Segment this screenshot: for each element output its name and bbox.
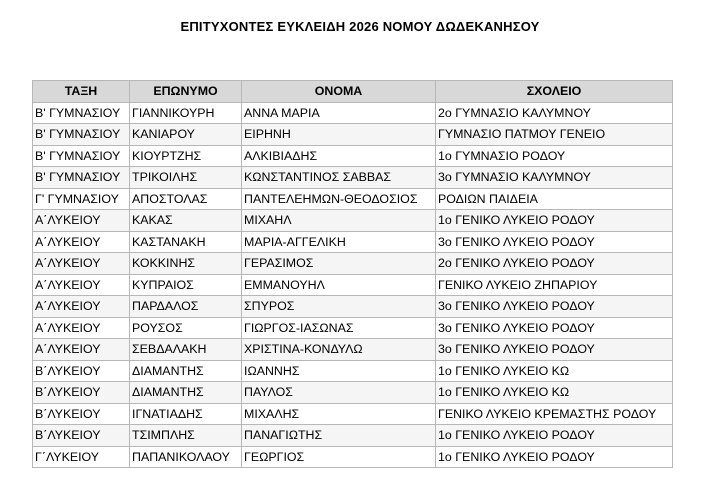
- cell-name: ΓΕΡΑΣΙΜΟΣ: [242, 253, 436, 275]
- cell-name: ΣΠΥΡΟΣ: [242, 296, 436, 318]
- cell-school: ΓΥΜΝΑΣΙΟ ΠΑΤΜΟΥ ΓΕΝΕΙΟ: [436, 124, 673, 146]
- cell-surname: ΔΙΑΜΑΝΤΗΣ: [130, 382, 242, 404]
- table-row: [33, 145, 673, 167]
- cell-name: ΧΡΙΣΤΙΝΑ-ΚΟΝΔΥΛΩ: [242, 339, 436, 361]
- cell-school: ΓΕΝΙΚΟ ΛΥΚΕΙΟ ΚΡΕΜΑΣΤΗΣ ΡΟΔΟΥ: [436, 403, 673, 425]
- cell-surname: ΙΓΝΑΤΙΑΔΗΣ: [130, 403, 242, 425]
- cell-school: 1ο ΓΕΝΙΚΟ ΛΥΚΕΙΟ ΡΟΔΟΥ: [436, 210, 673, 232]
- cell-class: Α΄ΛΥΚΕΙΟΥ: [33, 339, 130, 361]
- cell-surname: ΠΑΠΑΝΙΚΟΛΑΟΥ: [130, 446, 242, 468]
- cell-class: Β΄ΛΥΚΕΙΟΥ: [33, 382, 130, 404]
- cell-class: Β΄ΛΥΚΕΙΟΥ: [33, 425, 130, 447]
- cell-surname: ΚΙΟΥΡΤΖΗΣ: [130, 145, 242, 167]
- cell-school: 3ο ΓΕΝΙΚΟ ΛΥΚΕΙΟ ΡΟΔΟΥ: [436, 317, 673, 339]
- cell-surname: ΣΕΒΔΑΛΑΚΗ: [130, 339, 242, 361]
- cell-surname: ΚΥΠΡΑΙΟΣ: [130, 274, 242, 296]
- cell-school: 3ο ΓΕΝΙΚΟ ΛΥΚΕΙΟ ΡΟΔΟΥ: [436, 339, 673, 361]
- cell-class: Β' ΓΥΜΝΑΣΙΟΥ: [33, 145, 130, 167]
- cell-school: ΓΕΝΙΚΟ ΛΥΚΕΙΟ ΖΗΠΑΡΙΟΥ: [436, 274, 673, 296]
- cell-surname: ΚΑΣΤΑΝΑΚΗ: [130, 231, 242, 253]
- cell-name: ΜΙΧΑΗΛ: [242, 210, 436, 232]
- cell-surname: ΔΙΑΜΑΝΤΗΣ: [130, 360, 242, 382]
- cell-name: ΜΙΧΑΛΗΣ: [242, 403, 436, 425]
- cell-surname: ΓΙΑΝΝΙΚΟΥΡΗ: [130, 102, 242, 124]
- table-row: [33, 124, 673, 146]
- table-row: [33, 317, 673, 339]
- cell-surname: ΚΑΝΙΑΡΟΥ: [130, 124, 242, 146]
- table-row: [33, 339, 673, 361]
- document-title: ΕΠΙΤΥΧΟΝΤΕΣ ΕΥΚΛΕΙΔΗ 2026 ΝΟΜΟΥ ΔΩΔΕΚΑΝΗΣΟΥ: [180, 19, 540, 34]
- cell-class: Α΄ΛΥΚΕΙΟΥ: [33, 317, 130, 339]
- cell-school: 3ο ΓΕΝΙΚΟ ΛΥΚΕΙΟ ΡΟΔΟΥ: [436, 231, 673, 253]
- table-row: [33, 446, 673, 468]
- table-row: [33, 102, 673, 124]
- cell-name: ΑΝΝΑ ΜΑΡΙΑ: [242, 102, 436, 124]
- cell-school: 1ο ΓΕΝΙΚΟ ΛΥΚΕΙΟ ΡΟΔΟΥ: [436, 425, 673, 447]
- cell-name: ΑΛΚΙΒΙΑΔΗΣ: [242, 145, 436, 167]
- cell-class: Α΄ΛΥΚΕΙΟΥ: [33, 274, 130, 296]
- cell-surname: ΤΡΙΚΟΙΛΗΣ: [130, 167, 242, 189]
- cell-surname: ΡΟΥΣΟΣ: [130, 317, 242, 339]
- cell-surname: ΚΟΚΚΙΝΗΣ: [130, 253, 242, 275]
- cell-name: ΠΑΝΤΕΛΕΗΜΩΝ-ΘΕΟΔΟΣΙΟΣ: [242, 188, 436, 210]
- cell-school: 3ο ΓΥΜΝΑΣΙΟ ΚΑΛΥΜΝΟΥ: [436, 167, 673, 189]
- table-row: [33, 403, 673, 425]
- cell-name: ΠΑΝΑΓΙΩΤΗΣ: [242, 425, 436, 447]
- cell-school: 1ο ΓΕΝΙΚΟ ΛΥΚΕΙΟ ΚΩ: [436, 360, 673, 382]
- cell-class: Β' ΓΥΜΝΑΣΙΟΥ: [33, 102, 130, 124]
- table-row: [33, 360, 673, 382]
- results-table: [32, 80, 673, 468]
- cell-name: ΜΑΡΙΑ-ΑΓΓΕΛΙΚΗ: [242, 231, 436, 253]
- cell-name: ΚΩΝΣΤΑΝΤΙΝΟΣ ΣΑΒΒΑΣ: [242, 167, 436, 189]
- table-row: [33, 274, 673, 296]
- cell-surname: ΤΣΙΜΠΛΗΣ: [130, 425, 242, 447]
- table-row: [33, 210, 673, 232]
- cell-name: ΕΙΡΗΝΗ: [242, 124, 436, 146]
- table-row: [33, 296, 673, 318]
- cell-class: Β' ΓΥΜΝΑΣΙΟΥ: [33, 167, 130, 189]
- cell-name: ΓΙΩΡΓΟΣ-ΙΑΣΩΝΑΣ: [242, 317, 436, 339]
- cell-class: Β΄ΛΥΚΕΙΟΥ: [33, 360, 130, 382]
- cell-class: Α΄ΛΥΚΕΙΟΥ: [33, 231, 130, 253]
- cell-surname: ΚΑΚΑΣ: [130, 210, 242, 232]
- cell-name: ΙΩΑΝΝΗΣ: [242, 360, 436, 382]
- column-header-surname: ΕΠΩΝΥΜΟ: [130, 81, 242, 103]
- table-row: [33, 425, 673, 447]
- cell-name: ΓΕΩΡΓΙΟΣ: [242, 446, 436, 468]
- column-header-class: ΤΑΞΗ: [33, 81, 130, 103]
- table-row: [33, 188, 673, 210]
- cell-school: 3ο ΓΕΝΙΚΟ ΛΥΚΕΙΟ ΡΟΔΟΥ: [436, 296, 673, 318]
- column-header-school: ΣΧΟΛΕΙΟ: [436, 81, 673, 103]
- cell-surname: ΑΠΟΣΤΟΛΑΣ: [130, 188, 242, 210]
- cell-school: 2ο ΓΥΜΝΑΣΙΟ ΚΑΛΥΜΝΟΥ: [436, 102, 673, 124]
- cell-school: 1ο ΓΕΝΙΚΟ ΛΥΚΕΙΟ ΚΩ: [436, 382, 673, 404]
- column-header-name: ΟΝΟΜΑ: [242, 81, 436, 103]
- cell-class: Γ' ΓΥΜΝΑΣΙΟΥ: [33, 188, 130, 210]
- cell-class: Γ΄ΛΥΚΕΙΟΥ: [33, 446, 130, 468]
- cell-school: 2ο ΓΕΝΙΚΟ ΛΥΚΕΙΟ ΡΟΔΟΥ: [436, 253, 673, 275]
- cell-class: Β΄ΛΥΚΕΙΟΥ: [33, 403, 130, 425]
- table-row: [33, 253, 673, 275]
- cell-class: Α΄ΛΥΚΕΙΟΥ: [33, 296, 130, 318]
- table-row: [33, 167, 673, 189]
- cell-name: ΠΑΥΛΟΣ: [242, 382, 436, 404]
- cell-class: Α΄ΛΥΚΕΙΟΥ: [33, 210, 130, 232]
- cell-name: ΕΜΜΑΝΟΥΗΛ: [242, 274, 436, 296]
- cell-class: Α΄ΛΥΚΕΙΟΥ: [33, 253, 130, 275]
- cell-school: 1ο ΓΥΜΝΑΣΙΟ ΡΟΔΟΥ: [436, 145, 673, 167]
- cell-surname: ΠΑΡΔΑΛΟΣ: [130, 296, 242, 318]
- cell-school: ΡΟΔΙΩΝ ΠΑΙΔΕΙΑ: [436, 188, 673, 210]
- cell-class: Β' ΓΥΜΝΑΣΙΟΥ: [33, 124, 130, 146]
- cell-school: 1ο ΓΕΝΙΚΟ ΛΥΚΕΙΟ ΡΟΔΟΥ: [436, 446, 673, 468]
- table-row: [33, 231, 673, 253]
- table-header-row: [33, 81, 673, 103]
- table-row: [33, 382, 673, 404]
